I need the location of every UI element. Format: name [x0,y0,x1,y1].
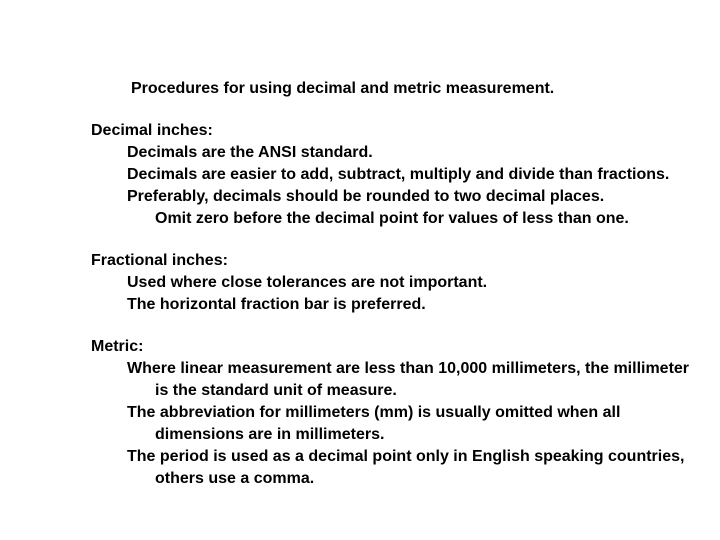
list-item: Used where close tolerances are not important. [127,274,488,291]
list-item: The period is used as a decimal point only in English speaking countries, others use a comma. [127,448,685,487]
list-item: Where linear measurement are less than 10,000 millimeters, the millimeter is the standard unit of measure. [127,360,690,399]
slide-title: Procedures for using decimal and metric measurement. [131,80,555,97]
list-item: The abbreviation for millimeters (mm) is usually omitted when all dimensions are in millimeters. [127,404,621,443]
sub-list-item: Omit zero before the decimal point for values of less than one. [155,210,629,227]
section-heading: Metric: [91,338,144,355]
list-item: The horizontal fraction bar is preferred. [127,296,426,313]
section-fractional-inches [91,250,691,316]
list-item: Decimals are the ANSI standard. [127,144,373,161]
section-heading: Decimal inches: [91,122,213,139]
list-item: Decimals are easier to add, subtract, multiply and divide than fractions. [127,166,670,183]
section-decimal-inches [91,120,691,230]
list-item: Preferably, decimals should be rounded to two decimal places. [127,188,605,205]
slide-content [91,120,691,490]
section-heading: Fractional inches: [91,252,228,269]
section-metric [91,336,691,490]
